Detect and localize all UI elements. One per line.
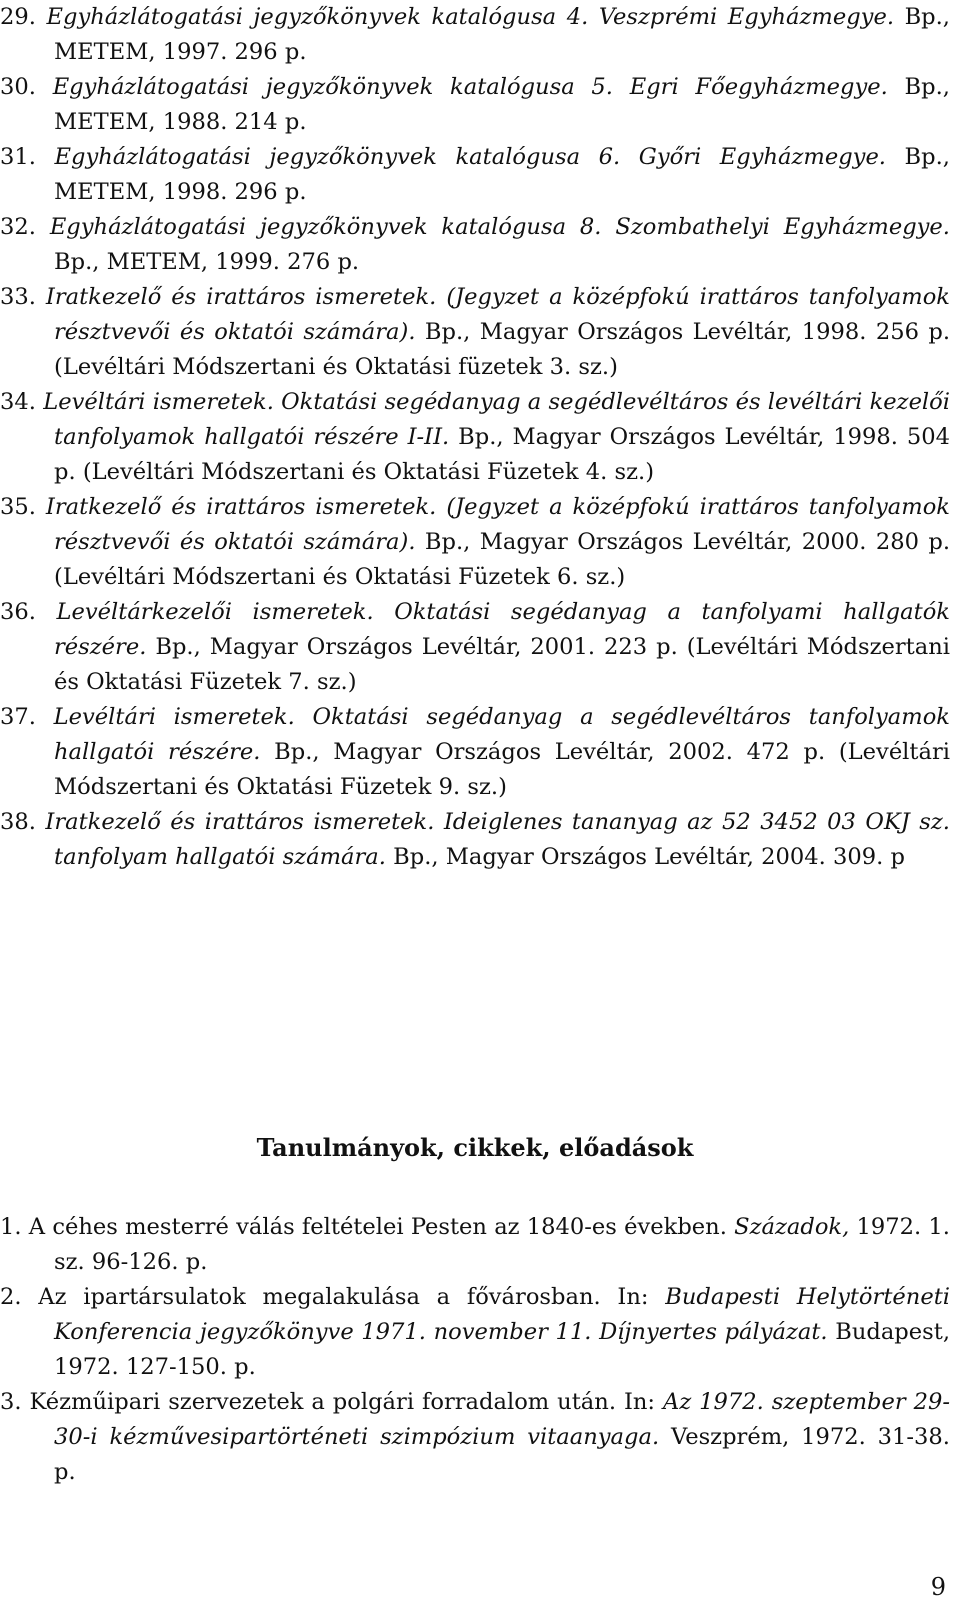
- bibliography-entry: [0, 805, 950, 875]
- bibliography-entry: [0, 490, 950, 595]
- entry-publication: Bp., Magyar Országos Levéltár, 2004. 309. p: [385, 844, 905, 870]
- study-title: Az ipartársulatok megalakulása a fővárosban. In:: [38, 1284, 666, 1310]
- entry-publication: Bp., Magyar Országos Levéltár, 2001. 223 p. (Levéltári Módszertani és Oktatási Füzetek 7. sz.): [54, 634, 950, 695]
- entry-number: 36.: [0, 599, 36, 625]
- entry-number: 32.: [0, 214, 36, 240]
- bibliography-entry: [0, 210, 950, 280]
- study-title: Kézműipari szervezetek a polgári forradalom után. In:: [29, 1389, 663, 1415]
- entry-title: Iratkezelő és irattáros ismeretek. (Jegyzet a középfokú irattáros tanfolyamok résztvevői és oktatói számára).: [45, 284, 950, 345]
- entry-publication: Bp., METEM, 1988. 214 p.: [54, 74, 950, 135]
- entry-publication: Bp., Magyar Országos Levéltár, 1998. 256 p. (Levéltári Módszertani és Oktatási füzetek 3. sz.): [54, 319, 950, 380]
- studies-list: [0, 1210, 950, 1490]
- study-entry: [0, 1280, 950, 1385]
- entry-title: Egyházlátogatási jegyzőkönyvek katalógusa 6. Győri Egyházmegye.: [54, 144, 886, 170]
- bibliography-entry: [0, 700, 950, 805]
- entry-title: Egyházlátogatási jegyzőkönyvek katalógusa 8. Szombathelyi Egyházmegye.: [49, 214, 950, 240]
- study-source: Budapesti Helytörténeti Konferencia jegyzőkönyve 1971. november 11. Díjnyertes pályázat.: [54, 1284, 951, 1345]
- entry-number: 30.: [0, 74, 36, 100]
- entry-number: 37.: [0, 704, 36, 730]
- study-entry: [0, 1210, 950, 1280]
- entry-number: 35.: [0, 494, 36, 520]
- entry-number: 31.: [0, 144, 36, 170]
- bibliography-entry: [0, 280, 950, 385]
- entry-number: 34.: [0, 389, 36, 415]
- bibliography-entry: [0, 385, 950, 490]
- page-number: 9: [930, 1573, 946, 1601]
- entry-number: 33.: [0, 284, 36, 310]
- entry-title: Iratkezelő és irattáros ismeretek. Ideiglenes tananyag az 52 3452 03 OKJ sz. tanfolyam hallgatói számára.: [45, 809, 950, 870]
- bibliography-entry: [0, 140, 950, 210]
- study-title: A céhes mesterré válás feltételei Pesten az 1840-es években.: [28, 1214, 735, 1240]
- entry-publication: Bp., METEM, 1998. 296 p.: [54, 144, 950, 205]
- entry-number: 29.: [0, 4, 36, 30]
- study-source: Századok,: [734, 1214, 850, 1240]
- entry-title: Levéltári ismeretek. Oktatási segédanyag a segédlevéltáros és levéltári kezelői tanfolyamok hallgatói részére I-II.: [43, 389, 950, 450]
- entry-number: 1.: [0, 1214, 22, 1240]
- entry-publication: Bp., Magyar Országos Levéltár, 1998. 504 p. (Levéltári Módszertani és Oktatási Füzetek 4. sz.): [54, 424, 950, 485]
- bibliography-entry: [0, 595, 950, 700]
- entry-title: Levéltárkezelői ismeretek. Oktatási segédanyag a tanfolyami hallgatók részére.: [54, 599, 950, 660]
- entry-publication: Bp., Magyar Országos Levéltár, 2002. 472 p. (Levéltári Módszertani és Oktatási Füzetek 9. sz.): [54, 739, 950, 800]
- study-publication: Budapest, 1972. 127-150. p.: [54, 1319, 950, 1380]
- entry-number: 3.: [0, 1389, 22, 1415]
- entry-number: 2.: [0, 1284, 22, 1310]
- study-publication: Veszprém, 1972. 31-38. p.: [54, 1424, 950, 1485]
- bibliography-entry: [0, 70, 950, 140]
- study-source: Az 1972. szeptember 29-30-i kézművesipartörténeti szimpózium vitaanyaga.: [54, 1389, 950, 1450]
- entry-title: Levéltári ismeretek. Oktatási segédanyag a segédlevéltáros tanfolyamok hallgatói részére.: [53, 704, 950, 765]
- entry-publication: Bp., METEM, 1999. 276 p.: [54, 249, 360, 275]
- bibliography-entry: [0, 0, 950, 70]
- entry-title: Iratkezelő és irattáros ismeretek. (Jegyzet a középfokú irattáros tanfolyamok résztvevői és oktatói számára).: [45, 494, 950, 555]
- study-entry: [0, 1385, 950, 1490]
- entry-publication: Bp., METEM, 1997. 296 p.: [54, 4, 950, 65]
- entry-title: Egyházlátogatási jegyzőkönyvek katalógusa 4. Veszprémi Egyházmegye.: [46, 4, 894, 30]
- entry-publication: Bp., Magyar Országos Levéltár, 2000. 280 p. (Levéltári Módszertani és Oktatási Füzetek 6. sz.): [54, 529, 950, 590]
- study-publication: 1972. 1. sz. 96-126. p.: [54, 1214, 950, 1275]
- entry-number: 38.: [0, 809, 36, 835]
- section-heading: Tanulmányok, cikkek, előadások: [256, 1133, 694, 1162]
- entry-title: Egyházlátogatási jegyzőkönyvek katalógusa 5. Egri Főegyházmegye.: [52, 74, 888, 100]
